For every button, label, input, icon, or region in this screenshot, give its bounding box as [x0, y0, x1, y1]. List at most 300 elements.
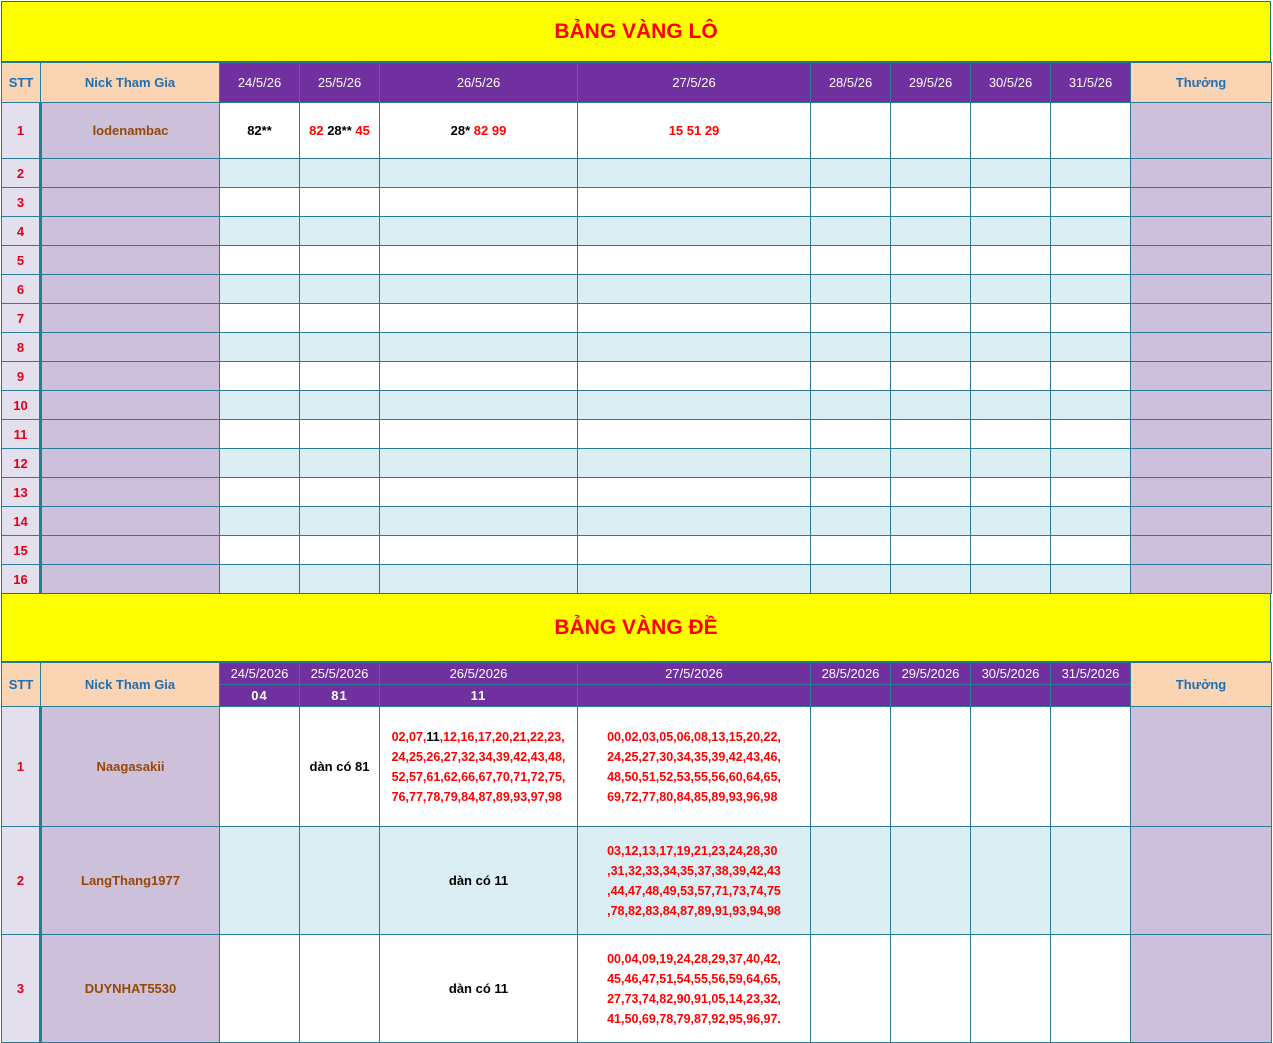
lo-title: BẢNG VÀNG LÔ — [554, 19, 718, 43]
lo-cell — [380, 275, 578, 304]
de-pick-summary: dàn có 11 — [448, 873, 509, 888]
de-cell — [300, 827, 380, 935]
de-cell — [220, 707, 300, 827]
de-result — [1051, 685, 1131, 707]
lo-cell — [300, 304, 380, 333]
lo-cell — [811, 420, 891, 449]
lo-row-prize — [1131, 391, 1272, 420]
lo-cell — [811, 565, 891, 594]
de-cell — [811, 707, 891, 827]
de-cell — [891, 707, 971, 827]
lo-row — [2, 536, 1272, 565]
de-row-prize — [1131, 707, 1272, 827]
lo-cell — [220, 449, 300, 478]
lo-cell — [811, 217, 891, 246]
lo-cell — [300, 507, 380, 536]
lo-row — [2, 478, 1272, 507]
lo-cell — [300, 449, 380, 478]
lo-cell — [220, 246, 300, 275]
lo-cell — [1051, 333, 1131, 362]
de-number-line: ,31,32,33,34,35,37,38,39,42,43 — [607, 863, 781, 878]
lo-cell — [578, 391, 811, 420]
lo-row-stt: 16 — [2, 565, 41, 594]
de-cell — [1051, 827, 1131, 935]
de-date-header: 31/5/2026 — [1051, 663, 1131, 685]
de-number-list — [607, 841, 781, 921]
de-row-stt: 1 — [2, 707, 41, 827]
lo-row-nick — [41, 362, 220, 391]
de-date-header: 25/5/2026 — [300, 663, 380, 685]
lo-row-nick — [41, 420, 220, 449]
lo-row-prize — [1131, 478, 1272, 507]
lo-row-prize — [1131, 362, 1272, 391]
lo-date-header: 26/5/26 — [380, 63, 578, 103]
lo-cell — [380, 565, 578, 594]
de-number-list — [392, 727, 566, 807]
lo-date-header: 31/5/26 — [1051, 63, 1131, 103]
lo-cell — [220, 478, 300, 507]
lo-cell — [578, 246, 811, 275]
lo-row — [2, 391, 1272, 420]
lo-cell — [1051, 246, 1131, 275]
lo-pick: 82 99 — [473, 123, 507, 138]
de-cell — [1051, 707, 1131, 827]
lo-row-prize — [1131, 246, 1272, 275]
lo-row-nick — [41, 304, 220, 333]
lo-cell — [300, 246, 380, 275]
lo-cell — [891, 304, 971, 333]
de-date-header: 30/5/2026 — [971, 663, 1051, 685]
de-result — [891, 685, 971, 707]
de-row-nick: DUYNHAT5530 — [41, 935, 220, 1043]
lo-row-prize — [1131, 333, 1272, 362]
lo-cell — [380, 103, 578, 159]
lo-cell — [380, 304, 578, 333]
de-result: 04 — [220, 685, 300, 707]
lo-cell — [811, 275, 891, 304]
lo-row-nick — [41, 217, 220, 246]
lo-cell — [578, 565, 811, 594]
de-table — [1, 662, 1272, 1043]
lo-cell — [1051, 304, 1131, 333]
de-number-line: 24,25,26,27,32,34,39,42,43,48, — [391, 749, 566, 764]
de-row-stt: 2 — [2, 827, 41, 935]
lo-cell — [380, 246, 578, 275]
de-number-line: 76,77,78,79,84,87,89,93,97,98 — [391, 789, 562, 804]
lo-cell — [1051, 565, 1131, 594]
de-numbers: 02,07, — [391, 729, 427, 744]
lo-cell — [971, 304, 1051, 333]
de-cell — [220, 935, 300, 1043]
lo-cell — [578, 333, 811, 362]
lo-cell — [300, 565, 380, 594]
lo-cell — [380, 507, 578, 536]
lo-cell — [1051, 449, 1131, 478]
lo-cell — [1051, 188, 1131, 217]
de-cell — [811, 827, 891, 935]
lo-cell — [220, 304, 300, 333]
de-number-line — [392, 727, 566, 747]
lo-cell — [380, 362, 578, 391]
lo-cell — [1051, 362, 1131, 391]
lo-cell — [578, 304, 811, 333]
lo-cell — [220, 565, 300, 594]
lo-cell — [971, 507, 1051, 536]
lo-stt-header: STT — [2, 63, 41, 103]
lo-cell — [220, 275, 300, 304]
de-result — [811, 685, 891, 707]
lo-row — [2, 103, 1272, 159]
lo-cell — [300, 217, 380, 246]
lo-cell — [578, 159, 811, 188]
lo-cell — [578, 275, 811, 304]
lo-cell — [380, 420, 578, 449]
lo-cell — [971, 159, 1051, 188]
lo-row — [2, 507, 1272, 536]
de-cell — [300, 707, 380, 827]
lo-cell — [811, 246, 891, 275]
lo-row-stt: 11 — [2, 420, 41, 449]
de-row-nick: Naagasakii — [41, 707, 220, 827]
de-date-header: 29/5/2026 — [891, 663, 971, 685]
lo-cell — [1051, 536, 1131, 565]
lo-row — [2, 565, 1272, 594]
lo-row-nick — [41, 478, 220, 507]
de-cell — [380, 707, 578, 827]
de-number-line: 03,12,13,17,19,21,23,24,28,30 — [607, 843, 778, 858]
lo-row-nick — [41, 159, 220, 188]
lo-row-stt: 10 — [2, 391, 41, 420]
de-date-header: 28/5/2026 — [811, 663, 891, 685]
lo-cell — [811, 188, 891, 217]
lo-row-stt: 5 — [2, 246, 41, 275]
de-row-prize — [1131, 827, 1272, 935]
lo-cell — [891, 159, 971, 188]
lo-cell — [971, 536, 1051, 565]
lo-pick: 15 51 29 — [668, 123, 720, 138]
de-result: 11 — [380, 685, 578, 707]
de-number-line: ,44,47,48,49,53,57,71,73,74,75 — [607, 883, 781, 898]
lo-cell — [300, 420, 380, 449]
lo-cell — [811, 103, 891, 159]
lo-cell — [971, 103, 1051, 159]
lo-cell — [1051, 420, 1131, 449]
lo-cell — [1051, 478, 1131, 507]
lo-row-nick — [41, 565, 220, 594]
lo-row-stt: 8 — [2, 333, 41, 362]
lo-cell — [971, 391, 1051, 420]
lo-row-stt: 1 — [2, 103, 41, 159]
lo-cell — [380, 478, 578, 507]
de-cell — [1051, 935, 1131, 1043]
de-winning-number: 11 — [426, 729, 440, 744]
lo-cell — [380, 159, 578, 188]
lo-cell — [891, 275, 971, 304]
de-number-line: 24,25,27,30,34,35,39,42,43,46, — [607, 749, 781, 764]
lo-cell — [811, 449, 891, 478]
de-date-header: 27/5/2026 — [578, 663, 811, 685]
lo-row-prize — [1131, 420, 1272, 449]
lo-row — [2, 246, 1272, 275]
lo-cell — [300, 478, 380, 507]
lo-cell — [811, 304, 891, 333]
lo-cell — [1051, 507, 1131, 536]
lo-cell — [971, 565, 1051, 594]
lo-cell — [1051, 217, 1131, 246]
lo-cell — [300, 103, 380, 159]
lo-cell — [811, 159, 891, 188]
de-prize-header: Thưởng — [1131, 663, 1272, 707]
de-number-list — [607, 727, 781, 807]
lo-cell — [891, 217, 971, 246]
de-cell — [971, 827, 1051, 935]
de-cell — [891, 935, 971, 1043]
lo-date-header: 25/5/26 — [300, 63, 380, 103]
de-cell — [891, 827, 971, 935]
lo-cell — [578, 217, 811, 246]
lo-row — [2, 188, 1272, 217]
lo-cell — [811, 507, 891, 536]
lo-row-prize — [1131, 275, 1272, 304]
lo-row-nick — [41, 391, 220, 420]
lo-cell — [971, 420, 1051, 449]
lo-cell — [971, 362, 1051, 391]
lo-row-stt: 9 — [2, 362, 41, 391]
lo-cell — [971, 217, 1051, 246]
lo-cell — [220, 333, 300, 362]
lo-cell — [220, 103, 300, 159]
lo-cell — [971, 333, 1051, 362]
de-number-line: 52,57,61,62,66,67,70,71,72,75, — [391, 769, 566, 784]
lo-cell — [891, 362, 971, 391]
lo-cell — [891, 333, 971, 362]
de-row — [2, 827, 1272, 935]
de-numbers: ,12,16,17,20,21,22,23, — [439, 729, 565, 744]
lo-row-stt: 6 — [2, 275, 41, 304]
lo-row — [2, 275, 1272, 304]
lo-pick: 28** — [327, 123, 352, 138]
lo-date-header: 28/5/26 — [811, 63, 891, 103]
lo-cell — [811, 478, 891, 507]
de-row — [2, 935, 1272, 1043]
lo-cell — [380, 188, 578, 217]
de-nick-header: Nick Tham Gia — [41, 663, 220, 707]
lo-cell — [971, 246, 1051, 275]
de-result — [578, 685, 811, 707]
lo-empty-rows — [2, 159, 1272, 594]
lo-header-row — [2, 63, 1272, 103]
lo-cell — [220, 362, 300, 391]
lo-cell — [578, 507, 811, 536]
lo-cell — [300, 391, 380, 420]
lo-cell — [971, 478, 1051, 507]
lo-row — [2, 449, 1272, 478]
lo-table — [1, 62, 1272, 594]
lo-row-nick — [41, 188, 220, 217]
lo-cell — [300, 333, 380, 362]
de-date-header: 26/5/2026 — [380, 663, 578, 685]
lo-row-stt: 2 — [2, 159, 41, 188]
de-number-line: 48,50,51,52,53,55,56,60,64,65, — [607, 769, 781, 784]
lo-cell — [380, 536, 578, 565]
lo-cell — [1051, 159, 1131, 188]
lo-date-header: 27/5/26 — [578, 63, 811, 103]
de-cell — [811, 935, 891, 1043]
lo-cell — [578, 449, 811, 478]
de-number-list — [607, 949, 781, 1029]
de-date-row — [2, 663, 1272, 685]
lo-row-nick — [41, 507, 220, 536]
lo-cell — [891, 246, 971, 275]
lo-cell — [971, 275, 1051, 304]
lo-cell — [891, 420, 971, 449]
lo-cell — [891, 565, 971, 594]
lo-cell — [220, 217, 300, 246]
de-title-banner — [1, 593, 1271, 662]
lo-row-prize — [1131, 103, 1272, 159]
lo-prize-header: Thưởng — [1131, 63, 1272, 103]
lo-date-header: 24/5/26 — [220, 63, 300, 103]
de-cell — [578, 707, 811, 827]
lo-cell — [578, 188, 811, 217]
lo-date-header: 29/5/26 — [891, 63, 971, 103]
lo-row — [2, 217, 1272, 246]
de-result — [971, 685, 1051, 707]
lo-cell — [891, 103, 971, 159]
de-date-header: 24/5/2026 — [220, 663, 300, 685]
de-number-line: 41,50,69,78,79,87,92,95,96,97. — [607, 1011, 781, 1026]
lo-cell — [578, 536, 811, 565]
lo-cell — [811, 362, 891, 391]
de-cell — [971, 707, 1051, 827]
de-number-line: 69,72,77,80,84,85,89,93,96,98 — [607, 789, 778, 804]
lo-cell — [300, 362, 380, 391]
lo-row-prize — [1131, 159, 1272, 188]
lo-row-nick — [41, 246, 220, 275]
lo-cell — [1051, 103, 1131, 159]
de-result: 81 — [300, 685, 380, 707]
de-number-line: 00,02,03,05,06,08,13,15,20,22, — [607, 729, 781, 744]
de-pick-summary: dàn có 11 — [448, 981, 509, 996]
lo-row-prize — [1131, 217, 1272, 246]
de-pick-summary: dàn có 81 — [309, 759, 370, 774]
lo-title-banner — [1, 1, 1271, 62]
lo-cell — [300, 188, 380, 217]
lo-row-prize — [1131, 188, 1272, 217]
de-cell — [578, 827, 811, 935]
lo-cell — [578, 362, 811, 391]
de-row-prize — [1131, 935, 1272, 1043]
lo-cell — [811, 536, 891, 565]
lo-cell — [380, 391, 578, 420]
lo-cell — [380, 333, 578, 362]
lo-row-nick: lodenambac — [41, 103, 220, 159]
lo-cell — [1051, 275, 1131, 304]
lo-cell — [891, 391, 971, 420]
de-title: BẢNG VÀNG ĐỀ — [554, 615, 718, 639]
lo-pick: 45 — [355, 123, 370, 138]
lo-row — [2, 362, 1272, 391]
de-cell — [300, 935, 380, 1043]
de-cell — [380, 935, 578, 1043]
lo-cell — [578, 478, 811, 507]
lo-row-prize — [1131, 304, 1272, 333]
de-number-line: 00,04,09,19,24,28,29,37,40,42, — [607, 951, 781, 966]
lo-date-header: 30/5/26 — [971, 63, 1051, 103]
lo-cell — [220, 159, 300, 188]
lo-cell — [220, 391, 300, 420]
lo-row-stt: 14 — [2, 507, 41, 536]
de-row — [2, 707, 1272, 827]
lo-cell — [891, 478, 971, 507]
lo-cell — [1051, 391, 1131, 420]
lo-cell — [891, 188, 971, 217]
lo-cell — [971, 449, 1051, 478]
de-row-stt: 3 — [2, 935, 41, 1043]
de-number-line: 45,46,47,51,54,55,56,59,64,65, — [607, 971, 781, 986]
lo-row-prize — [1131, 565, 1272, 594]
lo-row — [2, 420, 1272, 449]
lo-row-nick — [41, 449, 220, 478]
lo-cell — [971, 188, 1051, 217]
lo-cell — [891, 449, 971, 478]
lo-row-prize — [1131, 449, 1272, 478]
de-row-nick: LangThang1977 — [41, 827, 220, 935]
lo-cell — [300, 275, 380, 304]
lo-cell — [220, 536, 300, 565]
de-cell — [380, 827, 578, 935]
lo-row-stt: 3 — [2, 188, 41, 217]
lo-cell — [220, 507, 300, 536]
lo-row-stt: 4 — [2, 217, 41, 246]
de-cell — [971, 935, 1051, 1043]
lo-cell — [380, 449, 578, 478]
lo-cell — [891, 536, 971, 565]
lo-cell — [811, 333, 891, 362]
lo-row-stt: 12 — [2, 449, 41, 478]
lo-cell — [220, 420, 300, 449]
lo-nick-header: Nick Tham Gia — [41, 63, 220, 103]
lo-pick: 28* — [450, 123, 471, 138]
lo-row-nick — [41, 275, 220, 304]
lo-cell — [578, 420, 811, 449]
lo-row-prize — [1131, 536, 1272, 565]
de-number-line: ,78,82,83,84,87,89,91,93,94,98 — [607, 903, 781, 918]
lo-pick: 82 — [309, 123, 324, 138]
lo-cell — [811, 391, 891, 420]
de-number-line: 27,73,74,82,90,91,05,14,23,32, — [607, 991, 781, 1006]
lo-row — [2, 304, 1272, 333]
lo-cell — [300, 159, 380, 188]
de-cell — [578, 935, 811, 1043]
de-stt-header: STT — [2, 663, 41, 707]
lo-row-nick — [41, 333, 220, 362]
lo-row-stt: 7 — [2, 304, 41, 333]
lo-cell — [300, 536, 380, 565]
lo-row — [2, 333, 1272, 362]
lo-cell — [220, 188, 300, 217]
lo-cell — [891, 507, 971, 536]
lo-row-prize — [1131, 507, 1272, 536]
lo-cell — [578, 103, 811, 159]
lo-row-nick — [41, 536, 220, 565]
lo-cell — [380, 217, 578, 246]
lo-row-stt: 13 — [2, 478, 41, 507]
lo-row — [2, 159, 1272, 188]
de-cell — [220, 827, 300, 935]
lo-pick: 82** — [247, 123, 272, 138]
lo-row-stt: 15 — [2, 536, 41, 565]
